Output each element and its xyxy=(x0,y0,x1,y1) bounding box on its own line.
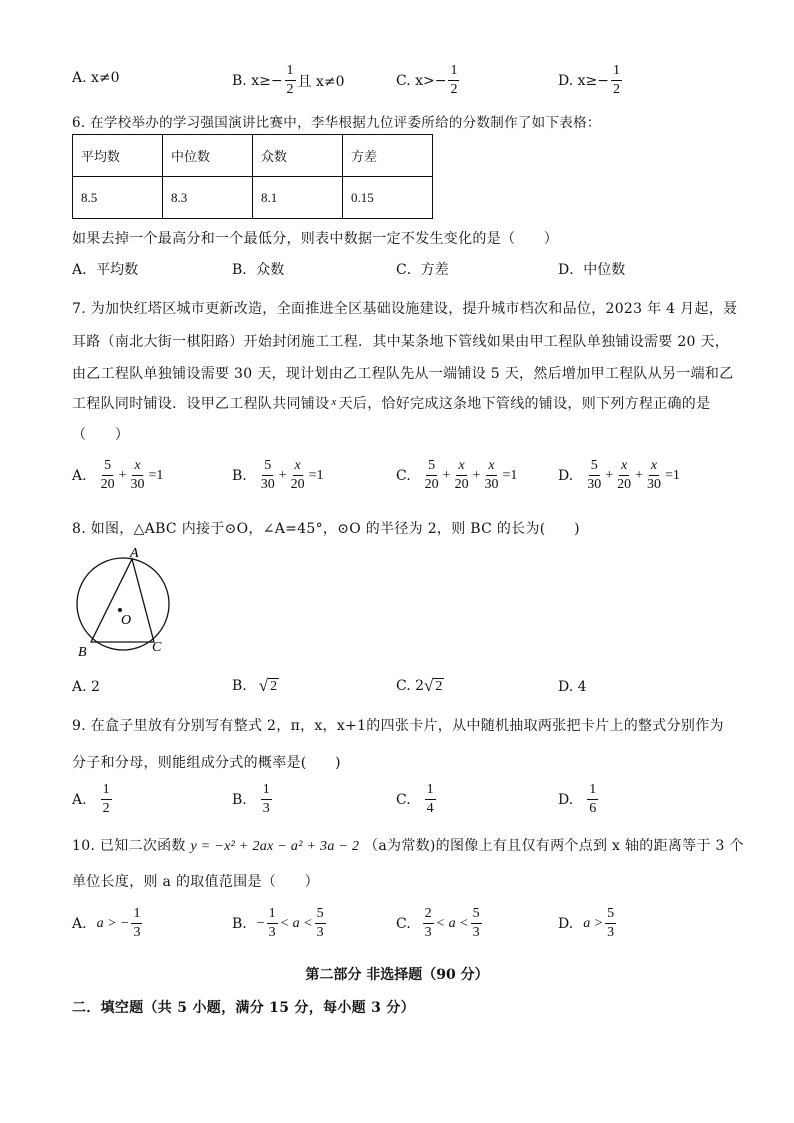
q5-b-prefix: B. x≥− xyxy=(232,72,283,89)
q9-line2: 分子和分母，则能组成分式的概率是( ) xyxy=(72,755,341,771)
q5-d-fraction: $\frac{1}{2}$ xyxy=(612,63,620,97)
table-cell: 0.15 xyxy=(343,177,433,219)
table-cell: 8.5 xyxy=(73,177,163,219)
q5-b-suffix: 且 x≠0 xyxy=(297,73,345,90)
table-header-cell: 平均数 xyxy=(73,135,163,177)
q7-line1: 7. 为加快红塔区城市更新改造，全面推进全区基础设施建设，提升城市档次和品位，2023 年 4 月起，聂 xyxy=(72,301,738,317)
q10-option-d: D. a > $\frac{5}{3}$ xyxy=(558,906,615,940)
q7-option-c: C. $\frac{5}{20}$ + $\frac{x}{20}$ + $\frac{x}{30}$ =1 xyxy=(396,458,518,492)
table-cell: 8.3 xyxy=(163,177,253,219)
q10-function: y = −x² + 2ax − a² + 3a − 2 xyxy=(190,839,360,854)
q8-stem: 8. 如图，△ABC 内接于⊙O，∠A=45°，⊙O 的半径为 2，则 BC 的长为( ) xyxy=(72,521,580,537)
q6-question: 如果去掉一个最高分和一个最低分，则表中数据一定不发生变化的是（ ） xyxy=(72,231,559,247)
q7-line4: 工程队同时铺设．设甲乙工程队共同铺设 $^x$ 天后，恰好完成这条地下管线的铺设，则下列方程正确的是 xyxy=(72,396,711,412)
q8-option-b: B. √ 2 xyxy=(232,676,278,695)
section-heading: 二．填空题（共 5 小题，满分 15 分，每小题 3 分） xyxy=(72,1000,415,1016)
center-point xyxy=(118,608,122,612)
triangle-abc xyxy=(91,559,154,642)
q8-option-a: A. 2 xyxy=(72,679,100,695)
q7-line2: 耳路（南北大街一棋阳路）开始封闭施工工程．其中某条地下管线如果由甲工程队单独铺设需要 20 天， xyxy=(72,334,730,350)
q6-stem: 6. 在学校举办的学习强国演讲比赛中，李华根据九位评委所给的分数制作了如下表格： xyxy=(72,115,601,131)
label-o: O xyxy=(121,613,132,628)
q9-line1: 9. 在盒子里放有分别写有整式 2，π，x，x+1的四张卡片，从中随机抽取两张把卡片上的整式分别作为 xyxy=(72,718,724,734)
circle-o xyxy=(77,558,169,650)
q10-line2: 单位长度，则 a 的取值范围是（ ） xyxy=(72,874,319,890)
q10-line1: 10. 已知二次函数 y = −x² + 2ax − a² + 3a − 2 （a为常数)的图像上有且仅有两个点到 x 轴的距离等于 3 个 xyxy=(72,838,744,854)
q7-option-b: B. $\frac{5}{30}$ + $\frac{x}{20}$ =1 xyxy=(232,458,324,492)
q6-option-c: C．方差 xyxy=(396,262,449,278)
q5-d-prefix: D. x≥− xyxy=(558,72,609,89)
q5-option-b xyxy=(232,64,345,97)
label-c: C xyxy=(152,640,162,655)
table-cell: 8.1 xyxy=(253,177,343,219)
q7-option-a: A. $\frac{5}{20}$ + $\frac{x}{30}$ =1 xyxy=(72,458,164,492)
q8-circle-diagram xyxy=(66,548,196,660)
q8-option-d: D. 4 xyxy=(558,679,587,695)
q9-option-b: B. $\frac{1}{3}$ xyxy=(232,782,270,816)
q5-option-a xyxy=(72,70,120,86)
label-a: A xyxy=(130,548,139,561)
part2-title: 第二部分 非选择题（90 分） xyxy=(305,967,489,983)
q9-option-c: C. $\frac{1}{4}$ xyxy=(396,782,434,816)
label-b: B xyxy=(78,645,87,660)
q10-option-a: A. a > − $\frac{1}{3}$ xyxy=(72,906,141,940)
q7-option-d: D. $\frac{5}{30}$ + $\frac{x}{20}$ + $\frac{x}{30}$ =1 xyxy=(558,458,680,492)
q9-option-a: A. $\frac{1}{2}$ xyxy=(72,782,110,816)
q6-stats-table xyxy=(72,134,433,219)
sqrt-2: √ 2 xyxy=(424,676,443,695)
q9-option-d: D. $\frac{1}{6}$ xyxy=(558,782,597,816)
table-header-cell: 中位数 xyxy=(163,135,253,177)
q10-option-b: B. − $\frac{1}{3}$ < a < $\frac{5}{3}$ xyxy=(232,906,324,940)
q6-option-b: B．众数 xyxy=(232,262,285,278)
q6-option-a: A．平均数 xyxy=(72,262,139,278)
q5-c-prefix: C. x>− xyxy=(396,72,447,89)
table-header-cell: 方差 xyxy=(343,135,433,177)
q6-option-d: D．中位数 xyxy=(558,262,626,278)
q7-line5: （ ） xyxy=(72,427,130,443)
q8-option-c: C. 2 √ 2 xyxy=(396,676,443,695)
q5-option-a-text: A. x≠0 xyxy=(72,70,120,86)
sqrt-2: √ 2 xyxy=(258,676,278,695)
table-header-cell: 众数 xyxy=(253,135,343,177)
q10-option-c: C. $\frac{2}{3}$ < a < $\frac{5}{3}$ xyxy=(396,906,480,940)
q5-option-d xyxy=(558,64,624,97)
table-header-row xyxy=(73,135,433,177)
table-row xyxy=(73,177,433,219)
q5-b-fraction: $\frac{1}{2}$ xyxy=(286,63,294,97)
q7-line3: 由乙工程队单独铺设需要 30 天，现计划由乙工程队先从一端铺设 5 天，然后增加甲工程队从另一端和乙 xyxy=(72,366,734,382)
q5-c-fraction: $\frac{1}{2}$ xyxy=(450,63,458,97)
q5-option-c xyxy=(396,64,461,97)
